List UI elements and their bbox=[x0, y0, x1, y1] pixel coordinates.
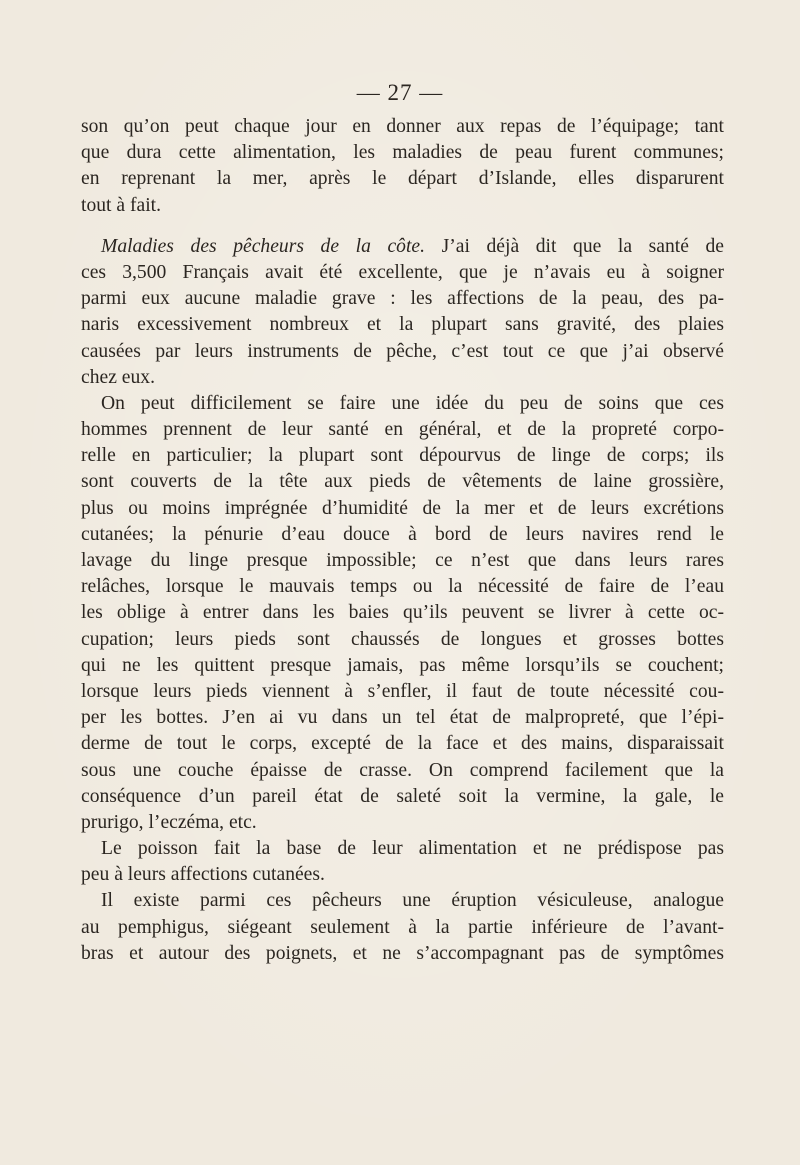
paragraph-3 bbox=[81, 391, 724, 836]
text-line: qui ne les quittent presque jamais, pas même lorsqu’ils se couchent; bbox=[81, 654, 724, 676]
page-number: — 27 — bbox=[356, 80, 444, 105]
text-line: conséquence d’un pareil état de saleté soit la vermine, la gale, le bbox=[81, 785, 724, 807]
text-line: sous une couche épaisse de crasse. On comprend facilement que la bbox=[81, 759, 724, 781]
text-fragment: J’ai déjà dit que la santé de bbox=[425, 235, 724, 257]
text-line: lorsque leurs pieds viennent à s’enfler, il faut de toute nécessité cou- bbox=[81, 680, 724, 702]
text-line: hommes prennent de leur santé en général, et de la propreté corpo- bbox=[81, 419, 724, 441]
text-line: per les bottes. J’en ai vu dans un tel état de malpropreté, que l’épi- bbox=[81, 707, 724, 729]
text-line: bras et autour des poignets, et ne s’accompagnant pas de symptômes bbox=[81, 942, 724, 964]
body-text bbox=[81, 114, 724, 967]
text-line: les oblige à entrer dans les baies qu’ils peuvent se livrer à cette oc- bbox=[81, 602, 724, 624]
text-line: cupation; leurs pieds sont chaussés de longues et grosses bottes bbox=[81, 628, 724, 650]
text-line: Le poisson fait la base de leur alimentation et ne prédispose pas bbox=[101, 838, 724, 860]
text-line-with-heading bbox=[81, 234, 724, 260]
paragraph-5 bbox=[81, 888, 724, 967]
text-line: sont couverts de la tête aux pieds de vêtements de laine grossière, bbox=[81, 471, 724, 493]
section-heading: Maladies des pêcheurs de la côte. bbox=[101, 235, 426, 257]
text-line: au pemphigus, siégeant seulement à la partie inférieure de l’avant- bbox=[81, 916, 724, 938]
paragraph-1 bbox=[81, 114, 724, 219]
text-line: causées par leurs instruments de pêche, c’est tout ce que j’ai observé bbox=[81, 340, 724, 362]
text-line: On peut difficilement se faire une idée du peu de soins que ces bbox=[101, 392, 724, 414]
text-line: tout à fait. bbox=[81, 194, 161, 216]
paragraph-2 bbox=[81, 234, 724, 391]
text-line: ces 3,500 Français avait été excellente, que je n’avais eu à soigner bbox=[81, 261, 724, 283]
text-line: parmi eux aucune maladie grave : les affections de la peau, des pa- bbox=[81, 288, 724, 310]
text-line: peu à leurs affections cutanées. bbox=[81, 864, 325, 886]
text-line: prurigo, l’eczéma, etc. bbox=[81, 811, 257, 833]
text-line: derme de tout le corps, excepté de la face et des mains, disparaissait bbox=[81, 733, 724, 755]
text-line: relâches, lorsque le mauvais temps ou la nécessité de faire de l’eau bbox=[81, 576, 724, 598]
text-line: que dura cette alimentation, les maladies de peau furent communes; bbox=[81, 142, 724, 164]
text-line: son qu’on peut chaque jour en donner aux repas de l’équipage; tant bbox=[81, 116, 724, 137]
text-line: chez eux. bbox=[81, 366, 155, 388]
text-line: lavage du linge presque impossible; ce n’est que dans leurs rares bbox=[81, 550, 724, 571]
text-line: en reprenant la mer, après le départ d’Islande, elles disparurent bbox=[81, 168, 724, 190]
text-line: Il existe parmi ces pêcheurs une éruption vésiculeuse, analogue bbox=[101, 890, 724, 912]
text-line: cutanées; la pénurie d’eau douce à bord de leurs navires rend le bbox=[81, 523, 724, 545]
paragraph-4 bbox=[81, 836, 724, 888]
text-line: relle en particulier; la plupart sont dépourvus de linge de corps; ils bbox=[81, 445, 724, 467]
text-line: plus ou moins imprégnée d’humidité de la mer et de leurs excrétions bbox=[81, 497, 724, 519]
text-line: naris excessivement nombreux et la plupart sans gravité, des plaies bbox=[81, 314, 724, 336]
